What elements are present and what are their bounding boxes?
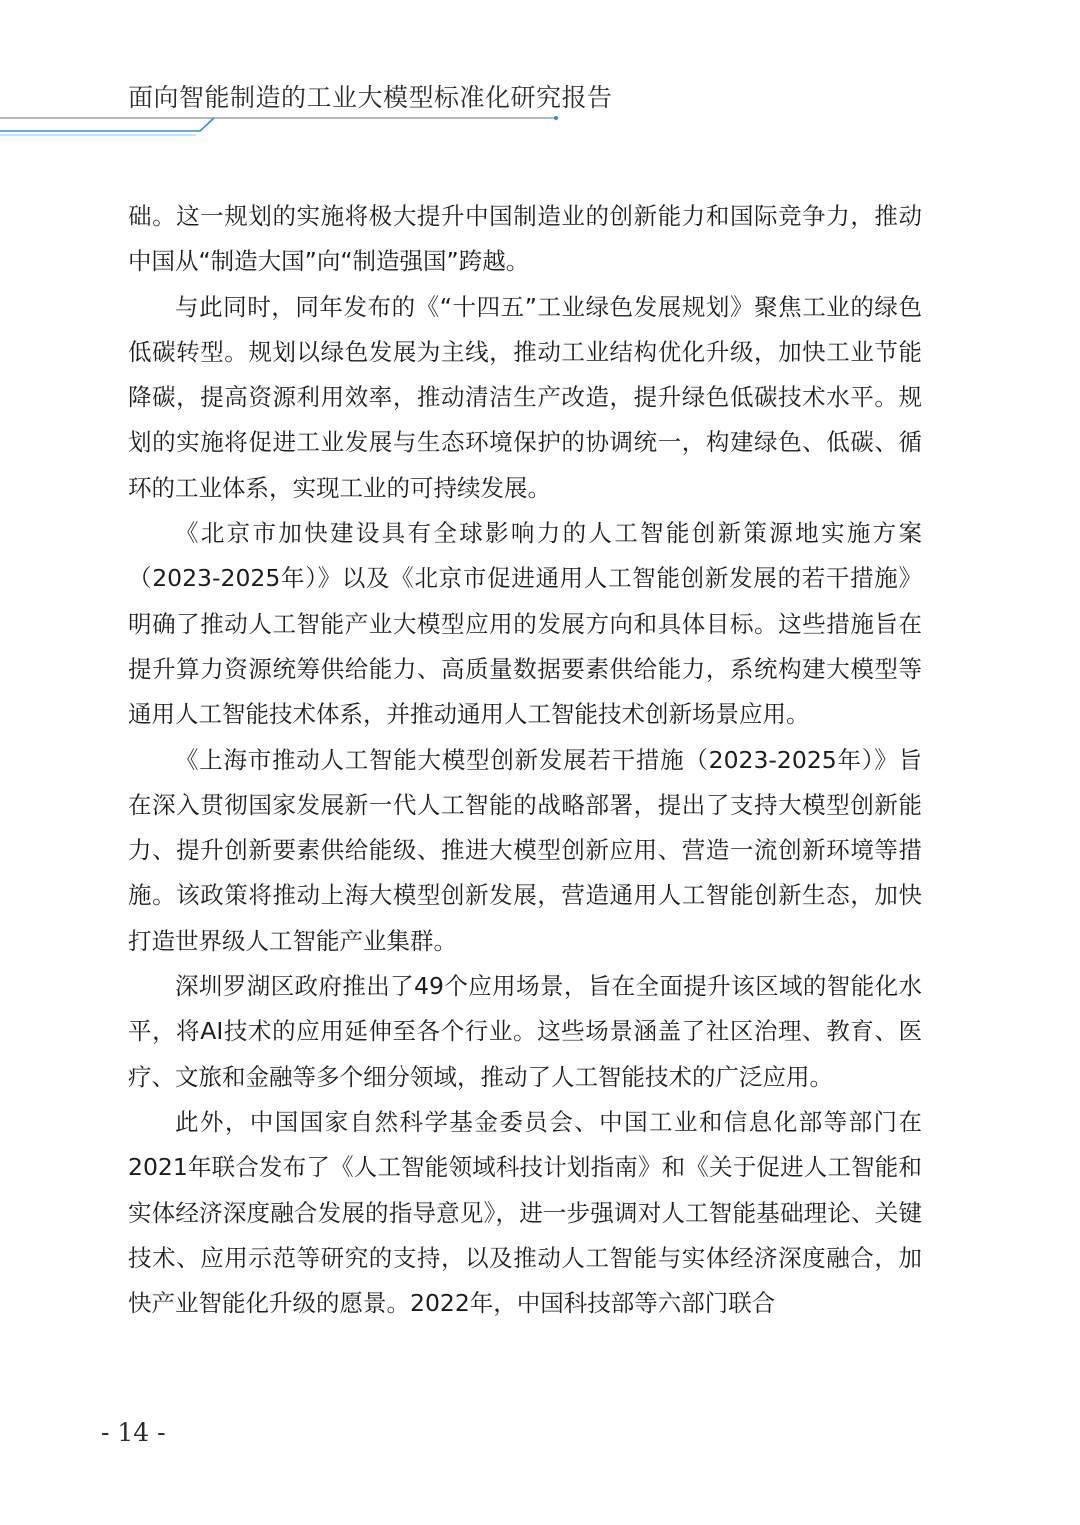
paragraph-national-policy: 此外，中国国家自然科学基金委员会、中国工业和信息化部等部门在2021年联合发布了《人工智能领域科技计划指南》和《关于促进人工智能和实体经济深度融合发展的指导意见》，进一步强调对人工智能基础理论、关键技术、应用示范等研究的支持，以及推动人工智能与实体经济深度融合，加快产业智能化升级的愿景。2022年，中国科技部等六部门联合: [128, 1107, 922, 1318]
body-text: [128, 194, 922, 1326]
paragraph-continued: 础。这一规划的实施将极大提升中国制造业的创新能力和国际竞争力，推动中国从“制造大国”向“制造强国”跨越。: [128, 202, 922, 276]
running-header-title: 面向智能制造的工业大模型标准化研究报告: [128, 83, 613, 112]
paragraph-green-development: 与此同时，同年发布的《“十四五”工业绿色发展规划》聚焦工业的绿色低碳转型。规划以绿色发展为主线，推动工业结构优化升级，加快工业节能降碳，提高资源利用效率，推动清洁生产改造，提升绿色低碳技术水平。规划的实施将促进工业发展与生态环境保护的协调统一，构建绿色、低碳、循环的工业体系，实现工业的可持续发展。: [128, 292, 922, 502]
header-decorative-rule: [0, 105, 570, 145]
header-rule-blue-line: [0, 118, 214, 131]
header-rule-end-dot: [554, 116, 558, 120]
page-number: - 14 -: [101, 1418, 166, 1447]
paragraph-beijing-ai: 《北京市加快建设具有全球影响力的人工智能创新策源地实施方案（2023-2025年）》以及《北京市促进通用人工智能创新发展的若干措施》明确了推动人工智能产业大模型应用的发展方向和具体目标。这些措施旨在提升算力资源统筹供给能力、高质量数据要素供给能力，系统构建大模型等通用人工智能技术体系，并推动通用人工智能技术创新场景应用。: [128, 519, 922, 729]
paragraph-shanghai-ai: 《上海市推动人工智能大模型创新发展若干措施（2023-2025年）》旨在深入贯彻国家发展新一代人工智能的战略部署，提出了支持大模型创新能力、提升创新要素供给能级、推进大模型创新应用、营造一流创新环境等措施。该政策将推动上海大模型创新发展，营造通用人工智能创新生态，加快打造世界级人工智能产业集群。: [128, 745, 922, 955]
paragraph-shenzhen-luohu: 深圳罗湖区政府推出了49个应用场景，旨在全面提升该区域的智能化水平，将AI技术的应用延伸至各个行业。这些场景涵盖了社区治理、教育、医疗、文旅和金融等多个细分领域，推动了人工智能技术的广泛应用。: [128, 972, 922, 1091]
